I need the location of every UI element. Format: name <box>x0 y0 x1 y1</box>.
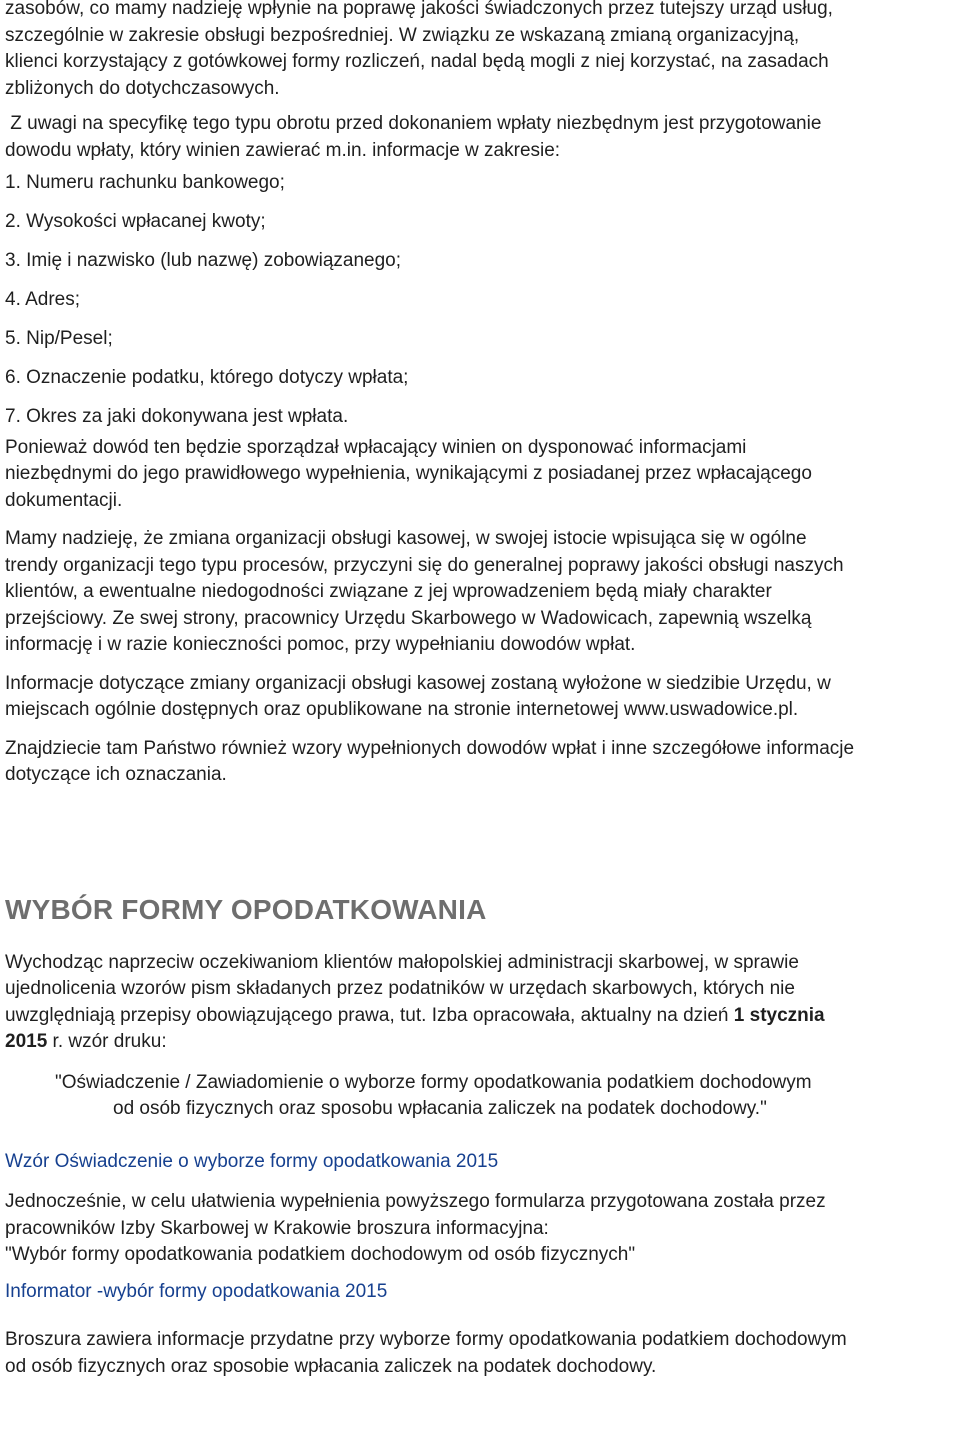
intro-line: klienci korzystający z gotówkowej formy rozliczeń, nadal będą mogli z niej korzystać, na zasadach <box>5 51 829 72</box>
paragraph-line: Jednocześnie, w celu ułatwienia wypełnienia powyższego formularza przygotowana została przez <box>5 1191 826 1212</box>
requirement-line: dowodu wpłaty, który winien zawierać m.in. informacje w zakresie: <box>5 139 561 161</box>
paragraph-line: klientów, a ewentualne niedogodności związane z jej wprowadzeniem będą miały charakter <box>5 581 772 602</box>
paragraph-line: Ponieważ dowód ten będzie sporządzał wpłacający winien on dysponować informacjami <box>5 436 747 458</box>
paragraph-line: Informacje dotyczące zmiany organizacji obsługi kasowej zostaną wyłożone w siedzibie Urzędu, w <box>5 672 831 694</box>
form-title-quote <box>5 1070 960 1123</box>
year-bold-text: 2015 <box>5 1031 48 1052</box>
paragraph-line: Mamy nadzieję, że zmiana organizacji obsługi kasowej, w swojej istocie wpisująca się w ogólne <box>5 528 807 549</box>
paragraph-line: dotyczące ich oznaczania. <box>5 764 227 785</box>
link-paragraph <box>5 1149 960 1176</box>
find-paragraph <box>5 736 960 789</box>
requirement-paragraph <box>5 111 960 164</box>
list-item: 2. Wysokości wpłacanej kwoty; <box>5 211 266 232</box>
intro-line: zbliżonych do dotychczasowych. <box>5 77 280 99</box>
paragraph-line: dokumentacji. <box>5 489 123 511</box>
paragraph-line: niezbędnymi do jego prawidłowego wypełnienia, wynikającymi z posiadanej przez wpłacającego <box>5 463 812 484</box>
hope-paragraph <box>5 526 960 659</box>
list-item: 7. Okres za jaki dokonywana jest wpłata. <box>5 406 349 427</box>
paragraph-line: trendy organizacji tego typu procesów, przyczyni się do generalnej poprawy jakości obsługi naszych <box>5 554 844 576</box>
info-paragraph <box>5 671 960 724</box>
requirement-line: Z uwagi na specyfikę tego typu obrotu przed dokonaniem wpłaty niezbędnym jest przygotowanie <box>5 113 822 134</box>
intro-line: zasobów, co mamy nadzieję wpłynie na poprawę jakości świadczonych przez tutejszy urząd usług, <box>5 0 833 19</box>
paragraph-line: r. wzór druku: <box>47 1031 167 1052</box>
brochure-paragraph <box>5 1189 960 1269</box>
paragraph-line: "Wybór formy opodatkowania podatkiem dochodowym od osób fizycznych" <box>5 1244 636 1265</box>
intro-line: szczególnie w zakresie obsługi bezpośredniej. W związku ze wskazaną zmianą organizacyjną, <box>5 24 800 46</box>
paragraph-line: ujednolicenia wzorów pism składanych przez podatników w urzędach skarbowych, których nie <box>5 978 795 999</box>
list-item: 4. Adres; <box>5 289 80 310</box>
paragraph-line: Wychodząc naprzeciw oczekiwaniom klientów małopolskiej administracji skarbowej, w sprawie <box>5 951 799 973</box>
required-info-list <box>5 170 960 431</box>
intro-paragraph <box>5 0 960 102</box>
section-heading: WYBÓR FORMY OPODATKOWANIA <box>5 893 487 925</box>
paragraph-line: od osób fizycznych oraz sposobie wpłacania zaliczek na podatek dochodowy. <box>5 1355 657 1377</box>
date-bold-text: 1 stycznia <box>733 1004 825 1026</box>
quote-line: od osób fizycznych oraz sposobu wpłacania zaliczek na podatek dochodowy." <box>113 1098 767 1119</box>
list-item: 1. Numeru rachunku bankowego; <box>5 172 285 193</box>
paragraph-line: Znajdziecie tam Państwo również wzory wypełnionych dowodów wpłat i inne szczegółowe informacje <box>5 737 855 759</box>
paragraph-line: Broszura zawiera informacje przydatne przy wyborze formy opodatkowania podatkiem dochodowym <box>5 1329 847 1350</box>
list-item: 6. Oznaczenie podatku, którego dotyczy wpłata; <box>5 367 409 388</box>
paragraph-line: pracowników Izby Skarbowej w Krakowie broszura informacyjna: <box>5 1217 549 1239</box>
form-template-link[interactable]: Wzór Oświadczenie o wyborze formy opodatkowania 2015 <box>5 1150 499 1172</box>
brochure-link[interactable]: Informator -wybór formy opodatkowania 2015 <box>5 1280 388 1302</box>
paragraph-line: uwzględniają przepisy obowiązującego prawa, tut. Izba opracowała, aktualny na dzień <box>5 1004 734 1026</box>
quote-line: "Oświadczenie / Zawiadomienie o wyborze formy opodatkowania podatkiem dochodowym <box>55 1071 812 1093</box>
link-paragraph <box>5 1279 960 1306</box>
paragraph-line: informację i w razie konieczności pomoc, przy wypełnianiu dowodów wpłat. <box>5 634 636 655</box>
paragraph-line: przejściowy. Ze swej strony, pracownicy Urzędu Skarbowego w Wadowicach, zapewnią wszelką <box>5 607 812 629</box>
list-item: 3. Imię i nazwisko (lub nazwę) zobowiązanego; <box>5 250 402 271</box>
list-item: 5. Nip/Pesel; <box>5 328 113 349</box>
because-paragraph <box>5 435 960 515</box>
brochure-description-paragraph <box>5 1327 960 1380</box>
section-intro-paragraph <box>5 950 960 1056</box>
paragraph-line: miejscach ogólnie dostępnych oraz opublikowane na stronie internetowej www.uswadowice.pl. <box>5 699 799 720</box>
